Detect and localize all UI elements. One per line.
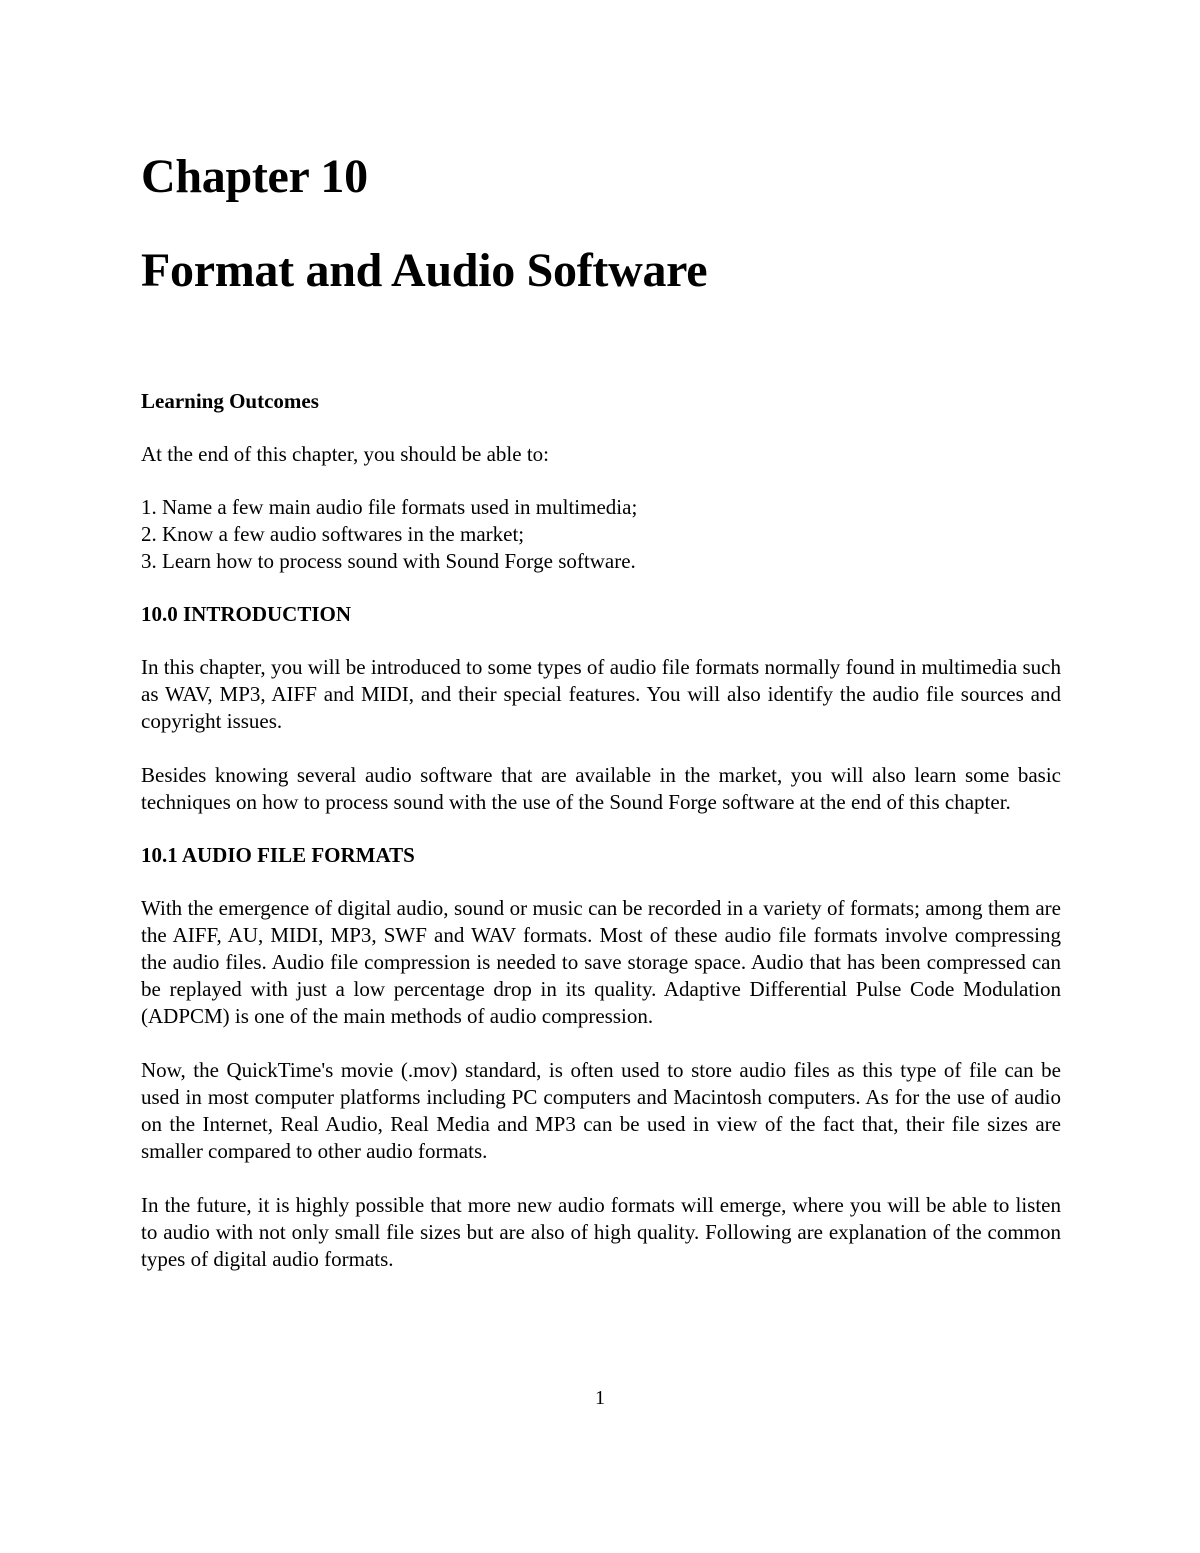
section-heading-audio-file-formats: 10.1 AUDIO FILE FORMATS (141, 843, 415, 867)
paragraph: Besides knowing several audio software that are available in the market, you will also learn some basic techniques on how to process sound with the use of the Sound Forge software at the end of this chapter. (141, 763, 1061, 814)
learning-outcomes-list (141, 494, 1061, 575)
learning-outcomes-heading: Learning Outcomes (141, 389, 319, 413)
page-number: 1 (595, 1387, 605, 1409)
section-heading-introduction: 10.0 INTRODUCTION (141, 602, 352, 626)
learning-outcomes-intro: At the end of this chapter, you should be able to: (141, 442, 549, 466)
paragraph: With the emergence of digital audio, sound or music can be recorded in a variety of formats; among them are the AIFF, AU, MIDI, MP3, SWF and WAV formats. Most of these audio file formats involve compressing the audio files. Audio file compression is needed to save storage space. Audio that has been compressed can be replayed with just a low percentage drop in its quality. Adaptive Differential Pulse Code Modulation (ADPCM) is one of the main methods of audio compression. (141, 896, 1061, 1028)
chapter-number: Chapter 10 (141, 150, 368, 203)
list-item: 3. Learn how to process sound with Sound Forge software. (141, 549, 636, 573)
list-item: 2. Know a few audio softwares in the market; (141, 522, 525, 546)
paragraph: Now, the QuickTime's movie (.mov) standard, is often used to store audio files as this type of file can be used in most computer platforms including PC computers and Macintosh computers. As for the use of audio on the Internet, Real Audio, Real Media and MP3 can be used in view of the fact that, their file sizes are smaller compared to other audio formats. (141, 1058, 1061, 1163)
paragraph: In this chapter, you will be introduced to some types of audio file formats normally found in multimedia such as WAV, MP3, AIFF and MIDI, and their special features. You will also identify the audio file sources and copyright issues. (141, 655, 1061, 733)
paragraph: In the future, it is highly possible that more new audio formats will emerge, where you will be able to listen to audio with not only small file sizes but are also of high quality. Following are explanation of the common types of digital audio formats. (141, 1193, 1061, 1271)
list-item: 1. Name a few main audio file formats used in multimedia; (141, 495, 638, 519)
chapter-title: Format and Audio Software (141, 244, 708, 297)
page-content (141, 148, 1061, 1273)
